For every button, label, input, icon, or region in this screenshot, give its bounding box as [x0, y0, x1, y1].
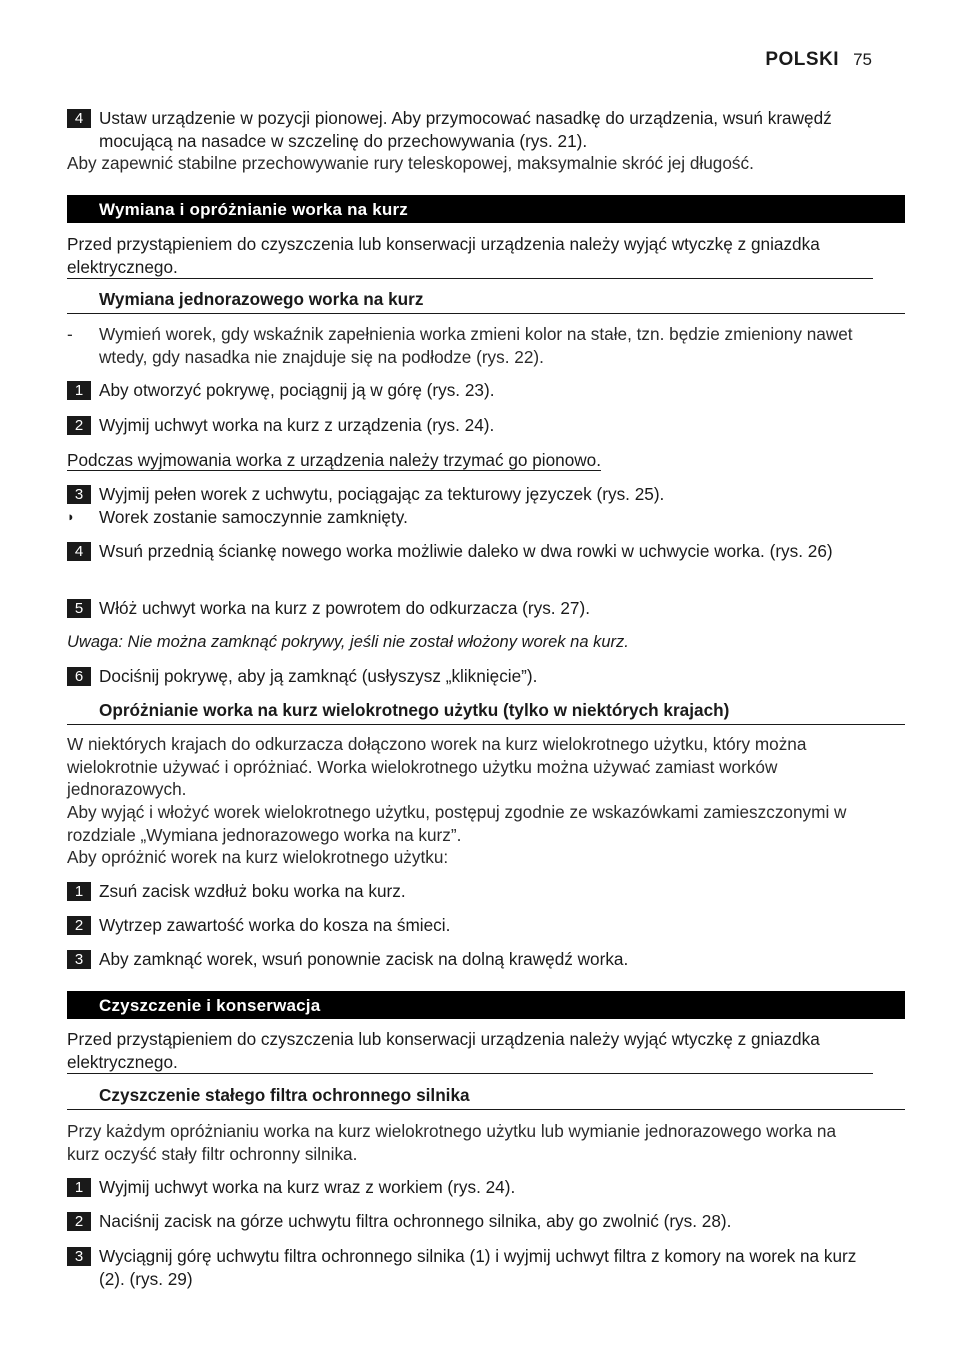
- dash-text: Wymień worek, gdy wskaźnik zapełnienia worka zmieni kolor na stałe, tzn. będzie zmieniony nawet wtedy, gdy nasadka nie znajduje się na podłodze (rys. 22).: [99, 324, 853, 367]
- step-1: [67, 1176, 873, 1199]
- step-4-storage: [67, 107, 873, 152]
- result-marker-icon: ◗: [67, 509, 75, 524]
- step-number: 1: [67, 381, 91, 400]
- warning-text-content: Podczas wyjmowania worka z urządzenia należy trzymać go pionowo.: [67, 450, 602, 470]
- step-1: [67, 880, 873, 903]
- step-text: Wyjmij pełen worek z uchwytu, pociągając za tekturowy języczek (rys. 25).: [99, 484, 665, 504]
- step-text: Wyciągnij górę uchwytu filtra ochronnego silnika (1) i wyjmij uchwyt filtra z komory na worek na kurz (2). (rys. 29): [99, 1246, 857, 1289]
- dash-marker: -: [67, 324, 73, 344]
- step-text: Aby zamknąć worek, wsuń ponownie zacisk na dolną krawędź worka.: [99, 949, 629, 969]
- step-3: [67, 1245, 873, 1290]
- step-text: Ustaw urządzenie w pozycji pionowej. Aby przymocować nasadkę do urządzenia, wsuń krawędź mocującą na nasadce w szczelinę do przechowywania (rys. 21).: [99, 108, 832, 151]
- step-6: [67, 665, 873, 688]
- paragraph: Aby opróżnić worek na kurz wielokrotnego użytku:: [67, 847, 449, 867]
- note-text: Uwaga: Nie można zamknąć pokrywy, jeśli nie został włożony worek na kurz.: [67, 633, 629, 651]
- paragraph: Aby wyjąć i włożyć worek wielokrotnego użytku, postępuj zgodnie ze wskazówkami zamieszczonymi w rozdziale „Wymiana jednorazowego worka na kurz”.: [67, 802, 847, 845]
- step-2: [67, 1210, 873, 1233]
- section-heading: Czyszczenie i konserwacja: [67, 991, 905, 1019]
- step-number: 2: [67, 916, 91, 935]
- warning-text: [67, 449, 873, 472]
- step-5: [67, 597, 873, 620]
- step-text: Naciśnij zacisk na górze uchwytu filtra ochronnego silnika, aby go zwolnić (rys. 28).: [99, 1211, 732, 1231]
- step-3: [67, 948, 873, 971]
- step-number: 3: [67, 1247, 91, 1266]
- step-number: 3: [67, 950, 91, 969]
- paragraph: W niektórych krajach do odkurzacza dołączono worek na kurz wielokrotnego użytku, który można wielokrotnie używać i opróżniać. Worka wielokrotnego użytku można używać zamiast worków jednorazowych.: [67, 734, 807, 799]
- warning-text-content: Przed przystąpieniem do czyszczenia lub konserwacji urządzenia należy wyjąć wtyczkę z gniazdka elektrycznego.: [67, 234, 820, 277]
- step-text: Wyjmij uchwyt worka na kurz z urządzenia (rys. 24).: [99, 415, 495, 435]
- step-number: 4: [67, 109, 91, 128]
- paragraph: Aby zapewnić stabilne przechowywanie rury teleskopowej, maksymalnie skróć jej długość.: [67, 153, 754, 173]
- step-text: Aby otworzyć pokrywę, pociągnij ją w górę (rys. 23).: [99, 380, 495, 400]
- step-text: Wsuń przednią ściankę nowego worka możliwie daleko w dwa rowki w uchwycie worka. (rys. 26): [99, 541, 833, 561]
- subsection-heading: Opróżnianie worka na kurz wielokrotnego użytku (tylko w niektórych krajach): [67, 699, 905, 725]
- step-text: Zsuń zacisk wzdłuż boku worka na kurz.: [99, 881, 406, 901]
- subsection-heading: Wymiana jednorazowego worka na kurz: [67, 288, 905, 314]
- step-2: [67, 914, 873, 937]
- step-4: [67, 540, 873, 563]
- step-number: 1: [67, 1178, 91, 1197]
- step-text: Włóż uchwyt worka na kurz z powrotem do odkurzacza (rys. 27).: [99, 598, 590, 618]
- warning-text-content: Przed przystąpieniem do czyszczenia lub konserwacji urządzenia należy wyjąć wtyczkę z gniazdka elektrycznego.: [67, 1029, 820, 1072]
- paragraph: Przy każdym opróżnianiu worka na kurz wielokrotnego użytku lub wymianie jednorazowego worka na kurz oczyść stały filtr ochronny silnika.: [67, 1121, 837, 1164]
- step-number: 5: [67, 599, 91, 618]
- step-text: Dociśnij pokrywę, aby ją zamknąć (usłyszysz „kliknięcie”).: [99, 666, 538, 686]
- warning-text: [67, 233, 873, 279]
- step-text: Wyjmij uchwyt worka na kurz wraz z workiem (rys. 24).: [99, 1177, 516, 1197]
- warning-text: [67, 1028, 873, 1074]
- step-1: [67, 379, 873, 402]
- step-text: Wytrzep zawartość worka do kosza na śmieci.: [99, 915, 451, 935]
- dash-item: [67, 323, 873, 368]
- language-label: POLSKI: [765, 49, 840, 70]
- step-number: 3: [67, 485, 91, 504]
- result-text: Worek zostanie samoczynnie zamknięty.: [99, 507, 408, 527]
- step-number: 1: [67, 882, 91, 901]
- section-heading: Wymiana i opróżnianie worka na kurz: [67, 195, 905, 223]
- step-2: [67, 414, 873, 437]
- step-number: 4: [67, 542, 91, 561]
- subsection-heading: Czyszczenie stałego filtra ochronnego silnika: [67, 1084, 905, 1110]
- step-3: [67, 483, 873, 506]
- step-number: 2: [67, 416, 91, 435]
- step-number: 2: [67, 1212, 91, 1231]
- page-header: [765, 49, 872, 71]
- page-number: 75: [853, 50, 872, 69]
- step-number: 6: [67, 667, 91, 686]
- result-item: [67, 506, 873, 529]
